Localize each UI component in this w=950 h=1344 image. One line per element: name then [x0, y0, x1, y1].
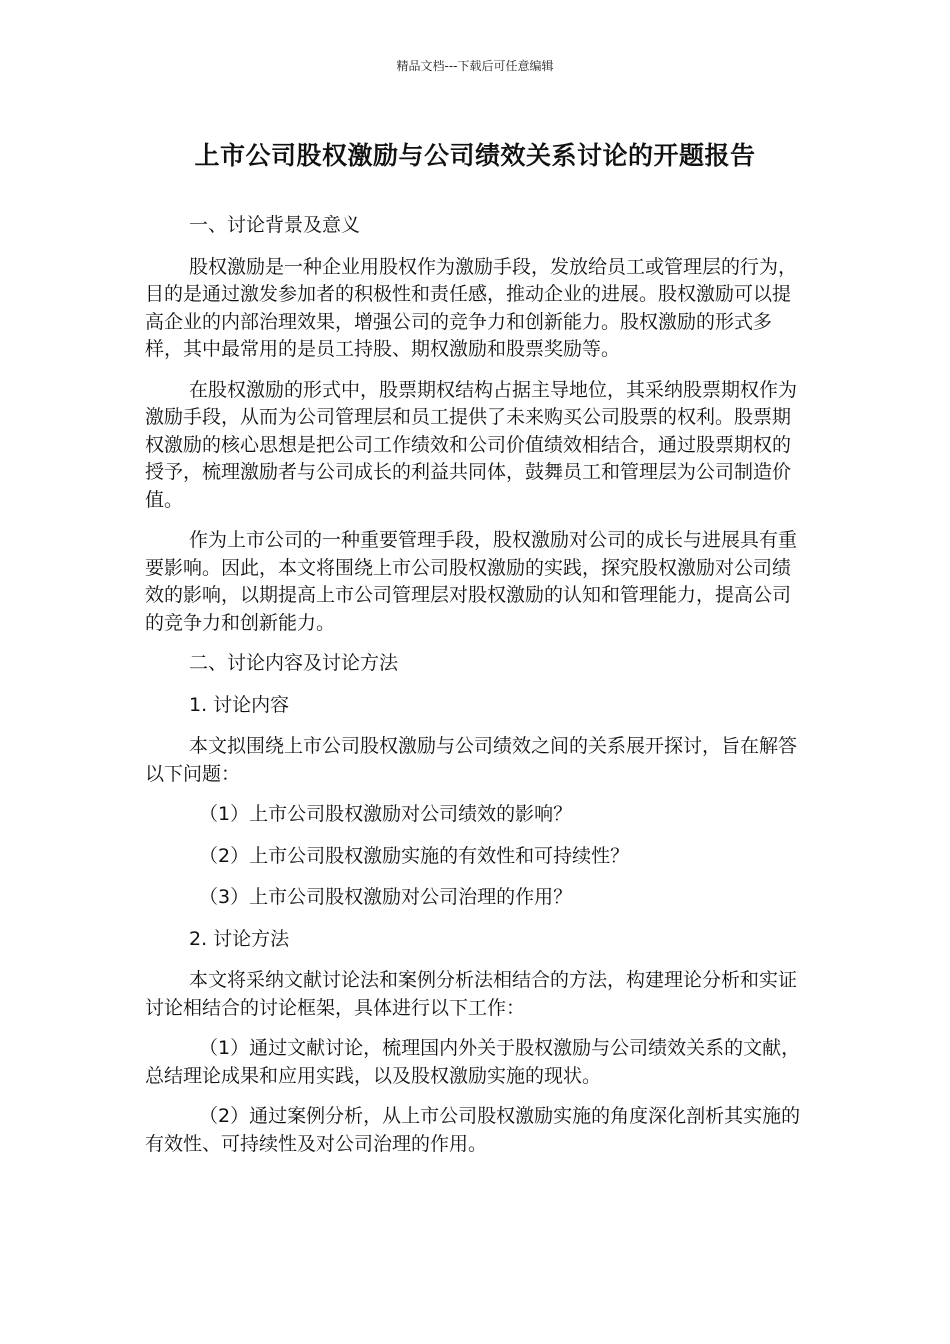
- method-item: （2）通过案例分析，从上市公司股权激励实施的角度深化剖析其实施的有效性、可持续性及对公司治理的作用。: [145, 1105, 801, 1155]
- paragraph: 作为上市公司的一种重要管理手段，股权激励对公司的成长与进展具有重要影响。因此，本文将围绕上市公司股权激励的实践，探究股权激励对公司绩效的影响，以期提高上市公司管理层对股权激励的认知和管理能力，提高公司的竞争力和创新能力。: [145, 529, 798, 634]
- page-header: 精品文档---下载后可任意编辑: [396, 59, 554, 73]
- section-heading-background: 一、讨论背景及意义: [189, 214, 361, 236]
- question-item: （3）上市公司股权激励对公司治理的作用？: [199, 886, 573, 908]
- question-item: （2）上市公司股权激励实施的有效性和可持续性？: [199, 844, 630, 867]
- paragraph: 本文将采纳文献讨论法和案例分析法相结合的方法，构建理论分析和实证讨论相结合的讨论框架，具体进行以下工作：: [145, 969, 798, 1019]
- document-title: 上市公司股权激励与公司绩效关系讨论的开题报告: [194, 141, 756, 170]
- paragraph: 在股权激励的形式中，股票期权结构占据主导地位，其采纳股票期权作为激励手段，从而为公司管理层和员工提供了未来购买公司股票的权利。股票期权激励的核心思想是把公司工作绩效和公司价值绩效相结合，通过股票期权的授予，梳理激励者与公司成长的利益共同体，鼓舞员工和管理层为公司制造价值。: [145, 378, 798, 511]
- document-body: [145, 212, 805, 1171]
- paragraph: 本文拟围绕上市公司股权激励与公司绩效之间的关系展开探讨，旨在解答以下问题：: [145, 735, 798, 785]
- subheading-method: 2. 讨论方法: [189, 927, 290, 950]
- paragraph: 股权激励是一种企业用股权作为激励手段，发放给员工或管理层的行为，目的是通过激发参加者的积极性和责任感，推动企业的进展。股权激励可以提高企业的内部治理效果，增强公司的竞争力和创新能力。股权激励的形式多样，其中最常用的是员工持股、期权激励和股票奖励等。: [145, 255, 798, 360]
- section-heading-content-method: 二、讨论内容及讨论方法: [189, 652, 399, 674]
- method-item: （1）通过文献讨论，梳理国内外关于股权激励与公司绩效关系的文献，总结理论成果和应用实践，以及股权激励实施的现状。: [145, 1037, 801, 1087]
- subheading-content: 1. 讨论内容: [189, 693, 290, 716]
- question-item: （1）上市公司股权激励对公司绩效的影响？: [199, 803, 573, 825]
